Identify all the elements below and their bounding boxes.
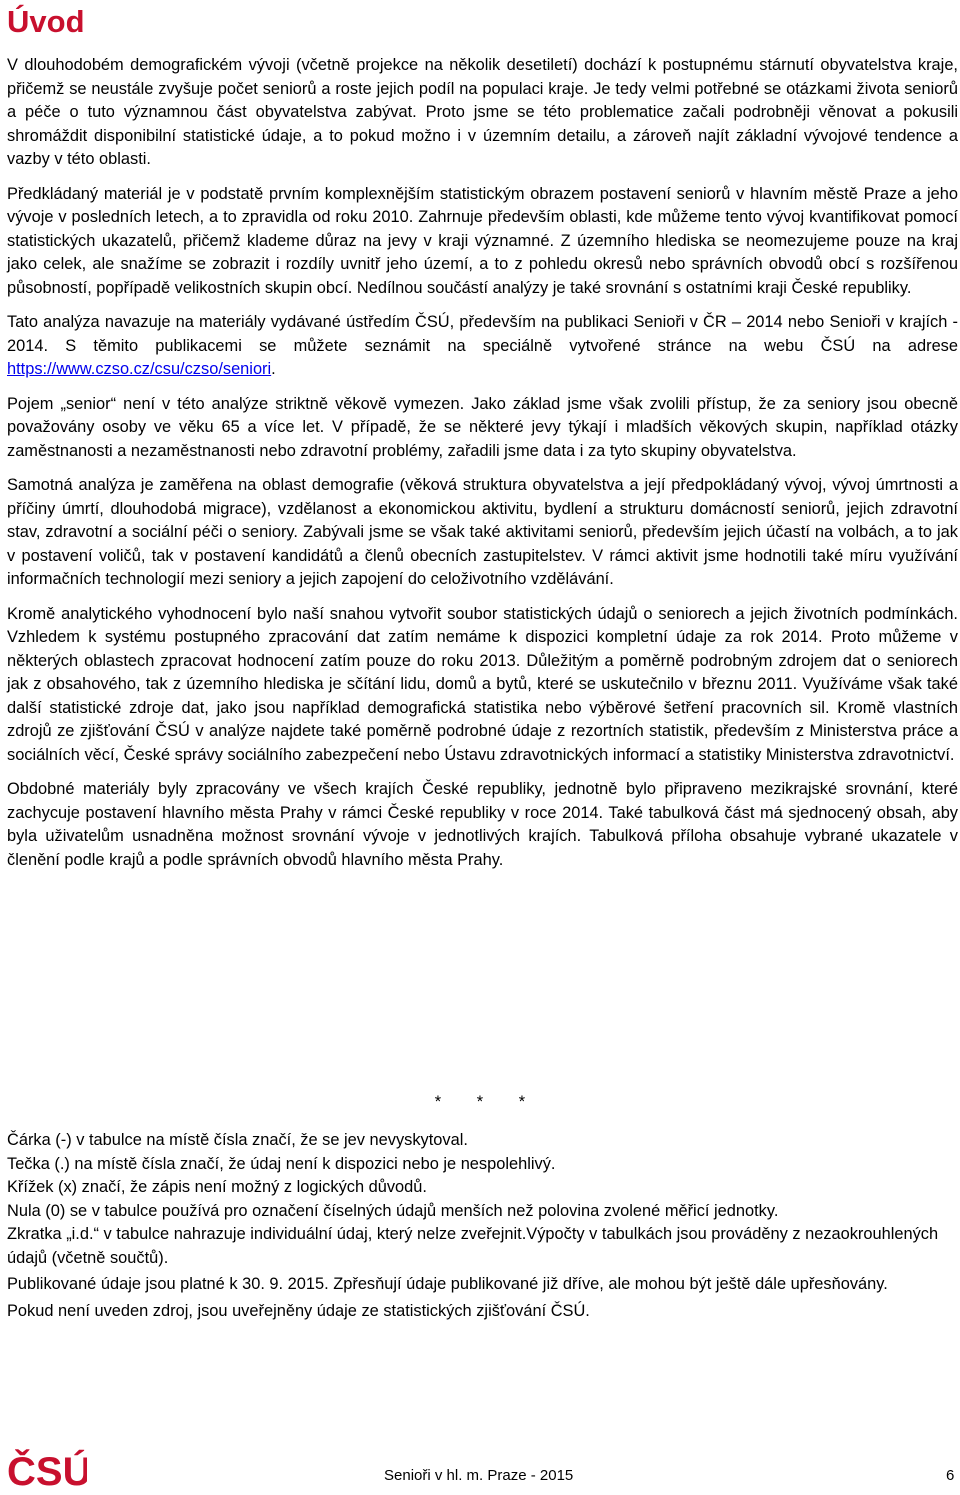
note-dash: Čárka (-) v tabulce na místě čísla značí, že se jev nevyskytoval. bbox=[7, 1131, 468, 1149]
page-number: 6 bbox=[946, 1467, 955, 1484]
paragraph-4: Pojem „senior“ není v této analýze striktně věkově vymezen. Jako základ jsme však zvolili přístup, že za seniory jsou obecně považovány osoby ve věku 65 a více let. V případě, že se některé jevy týkají i mladších věkových skupin, například otázky zaměstnanosti a nezaměstnanosti nebo zdravotní problémy, zařadili jsme data i za tyto skupiny obyvatelstva. bbox=[7, 394, 958, 460]
table-notes bbox=[7, 1129, 958, 1323]
paragraph-5: Samotná analýza je zaměřena na oblast demografie (věková struktura obyvatelstva a její předpokládaný vývoj, vývoj úmrtnosti a příčiny úmrtí, dlouhodobá migrace), vzdělanost a ekonomickou aktivitu, bydlení a strukturu domácností seniorů, jejich zdravotní stav, zdravotní a sociální péči o seniory. Zabývali jsme se však také aktivitami seniorů, především jejich účastí na volbách, a to jak v postavení voličů, tak v postavení kandidátů a členů obecních zastupitelstev. V rámci aktivit jsme hodnotili také míru využívání informačních technologií mezi seniory a jejich zapojení do celoživotního vzdělávání. bbox=[7, 476, 958, 588]
intro-body bbox=[7, 54, 958, 872]
note-validity: Publikované údaje jsou platné k 30. 9. 2015. Zpřesňují údaje publikované již dříve, ale mohou být ještě dále upřesňovány. bbox=[7, 1275, 888, 1293]
paragraph-2: Předkládaný materiál je v podstatě prvním komplexnějším statistickým obrazem postavení seniorů v hlavním městě Praze a jeho vývoje v posledních letech, a to zpravidla od roku 2010. Zahrnuje především oblasti, kde můžeme tento vývoj kvantifikovat pomocí statistických ukazatelů, přičemž klademe důraz na jevy v kraji významné. Z územního hlediska se neomezujeme pouze na kraj jako celek, ale snažíme se zobrazit i rozdíly uvnitř jeho území, a to z pohledu okresů nebo správních obvodů obcí s rozšířenou působností, popřípadě velikostních skupin obcí. Nedílnou součástí analýzy je také srovnání s ostatními kraji České republiky. bbox=[7, 184, 958, 297]
separator-star: * bbox=[518, 1093, 526, 1111]
note-id: Zkratka „i.d.“ v tabulce nahrazuje individuální údaj, který nelze zveřejnit.Výpočty v tabulkách jsou prováděny z nezaokrouhlených údajů (včetně součtů). bbox=[7, 1225, 939, 1267]
paragraph-3 bbox=[7, 311, 958, 382]
csu-logo bbox=[7, 1448, 87, 1493]
page-heading: Úvod bbox=[7, 4, 85, 39]
separator-star: * bbox=[434, 1093, 442, 1111]
separator-star: * bbox=[476, 1093, 484, 1111]
section-separator bbox=[0, 1093, 960, 1112]
note-source: Pokud není uveden zdroj, jsou uveřejněny údaje ze statistických zjišťování ČSÚ. bbox=[7, 1301, 590, 1320]
note-zero: Nula (0) se v tabulce používá pro označení číselných údajů menších než polovina zvolené měřicí jednotky. bbox=[7, 1201, 779, 1220]
paragraph-3-end: . bbox=[271, 360, 276, 378]
publication-title: Senioři v hl. m. Praze - 2015 bbox=[384, 1467, 574, 1484]
paragraph-7: Obdobné materiály byly zpracovány ve všech krajích České republiky, jednotně bylo připraveno mezikrajské srovnání, které zachycuje postavení hlavního města Prahy v rámci České republiky v roce 2014. Také tabulková část má sjednocený obsah, aby byla uživatelům usnadněna možnost srovnání vývoje v jednotlivých krajích. Tabulková příloha obsahuje vybrané ukazatele v členění podle krajů a podle správních obvodů hlavního města Prahy. bbox=[7, 780, 958, 869]
paragraph-3-text: Tato analýza navazuje na materiály vydávané ústředím ČSÚ, především na publikaci Senioři v ČR – 2014 nebo Senioři v krajích - 2014. S těmito publikacemi se můžete seznámit na speciálně vytvořené stránce na webu ČSÚ na adrese bbox=[7, 313, 958, 355]
csu-logo-icon bbox=[7, 1448, 87, 1488]
paragraph-1: V dlouhodobém demografickém vývoji (včetně projekce na několik desetiletí) dochází k postupnému stárnutí obyvatelstva kraje, přičemž se neustále zvyšuje počet seniorů a roste jejich podíl na populaci kraje. Je tedy velmi potřebné se otázkami života seniorů a péče o tuto významnou část obyvatelstva zabývat. Proto jsme se této problematice začali podrobněji věnovat a pokusili shromáždit disponibilní statistické údaje, a to pokud možno i v územním detailu, a zároveň najít základní vývojové tendence a vazby v této oblasti. bbox=[7, 56, 958, 168]
csu-logo-text: ČSÚ bbox=[7, 1450, 87, 1488]
seniori-web-link[interactable]: https://www.czso.cz/csu/czso/seniori bbox=[7, 360, 272, 378]
note-cross: Křížek (x) značí, že zápis není možný z logických důvodů. bbox=[7, 1178, 427, 1196]
paragraph-6: Kromě analytického vyhodnocení bylo naší snahou vytvořit soubor statistických údajů o seniorech a jejich životních podmínkách. Vzhledem k systému postupného zpracování dat zatím nemáme k dispozici kompletní údaje za rok 2014. Proto můžeme v některých oblastech zpracovat hodnocení zatím pouze do roku 2013. Důležitým a poměrně podrobným zdrojem dat o seniorech jak z obsahového, tak z územního hlediska je sčítání lidu, domů a bytů, které se uskutečnilo v březnu 2011. Využíváme však také další statistické zdroje dat, jako jsou například demografická statistika nebo výběrové šetření pracovních sil. Kromě vlastních zdrojů ze zjišťování ČSÚ v analýze najdete také poměrně podrobné údaje z rezortních statistik, především z Ministerstva práce a sociálních věcí, České správy sociálního zabezpečení nebo Ústavu zdravotnických informací a statistiky Ministerstva zdravotnictví. bbox=[7, 604, 958, 764]
note-dot: Tečka (.) na místě čísla značí, že údaj není k dispozici nebo je nespolehlivý. bbox=[7, 1154, 556, 1173]
